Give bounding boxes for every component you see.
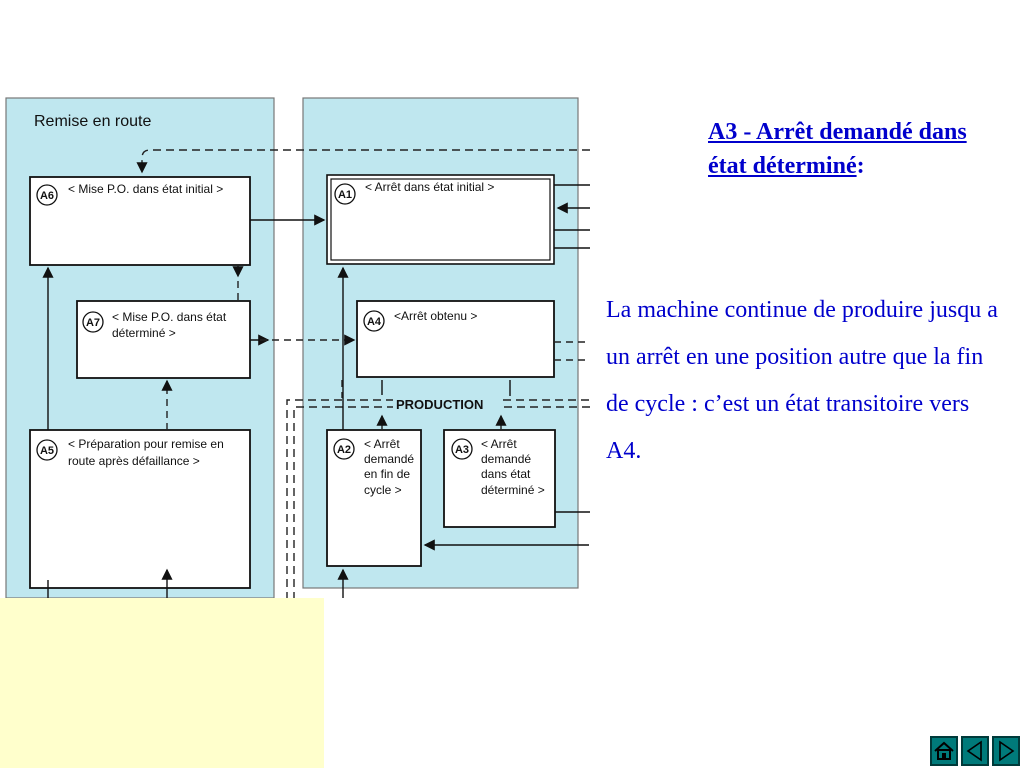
home-icon bbox=[933, 740, 955, 762]
heading-suffix: : bbox=[856, 152, 865, 179]
svg-text:déterminé >: déterminé > bbox=[481, 483, 545, 497]
slide-heading bbox=[708, 116, 1008, 183]
svg-text:< Préparation pour remise en: < Préparation pour remise en bbox=[68, 437, 224, 451]
svg-text:< Mise P.O. dans état initial: < Mise P.O. dans état initial > bbox=[68, 182, 224, 196]
heading-title: A3 - Arrêt demandé dans état déterminé bbox=[708, 119, 967, 179]
svg-text:dans état: dans état bbox=[481, 467, 531, 481]
notes-area bbox=[0, 598, 324, 768]
svg-text:A1: A1 bbox=[337, 189, 353, 201]
svg-text:A7: A7 bbox=[85, 317, 101, 329]
box-a3 bbox=[444, 430, 555, 527]
next-slide-button[interactable] bbox=[992, 736, 1020, 766]
gemma-diagram bbox=[0, 0, 600, 600]
svg-text:A5: A5 bbox=[39, 445, 55, 457]
box-a5 bbox=[30, 430, 250, 588]
svg-text:déterminé >: déterminé > bbox=[112, 326, 176, 340]
left-triangle-icon bbox=[965, 740, 985, 762]
box-a2 bbox=[327, 430, 421, 566]
svg-text:A2: A2 bbox=[336, 444, 352, 456]
svg-text:< Arrêt: < Arrêt bbox=[481, 437, 517, 451]
production-label: PRODUCTION bbox=[396, 397, 484, 412]
svg-text:en fin de: en fin de bbox=[364, 467, 411, 481]
box-a7 bbox=[77, 301, 250, 378]
slide-body-text: La machine continue de produire jusqu a un arrêt en une position autre que la fin de cycle : c’est un état transitoire vers A4. bbox=[606, 297, 998, 464]
right-triangle-icon bbox=[996, 740, 1016, 762]
svg-text:demandé: demandé bbox=[364, 452, 415, 466]
previous-slide-button[interactable] bbox=[961, 736, 989, 766]
svg-text:demandé: demandé bbox=[481, 452, 532, 466]
box-a1 bbox=[327, 175, 554, 264]
svg-text:<Arrêt obtenu >: <Arrêt obtenu > bbox=[394, 309, 478, 323]
svg-text:A3: A3 bbox=[454, 444, 470, 456]
svg-text:A6: A6 bbox=[39, 190, 55, 202]
group-left-title: Remise en route bbox=[34, 113, 152, 130]
home-button[interactable] bbox=[930, 736, 958, 766]
slide-navigation bbox=[930, 736, 1020, 766]
svg-text:cycle >: cycle > bbox=[364, 483, 402, 497]
svg-text:route après défaillance >: route après défaillance > bbox=[68, 454, 200, 468]
svg-text:< Arrêt: < Arrêt bbox=[364, 437, 400, 451]
box-a6 bbox=[30, 177, 250, 265]
svg-text:< Arrêt dans état initial >: < Arrêt dans état initial > bbox=[365, 180, 495, 194]
box-a4 bbox=[357, 301, 554, 377]
svg-text:A4: A4 bbox=[366, 316, 382, 328]
svg-text:< Mise P.O. dans état: < Mise P.O. dans état bbox=[112, 310, 227, 324]
